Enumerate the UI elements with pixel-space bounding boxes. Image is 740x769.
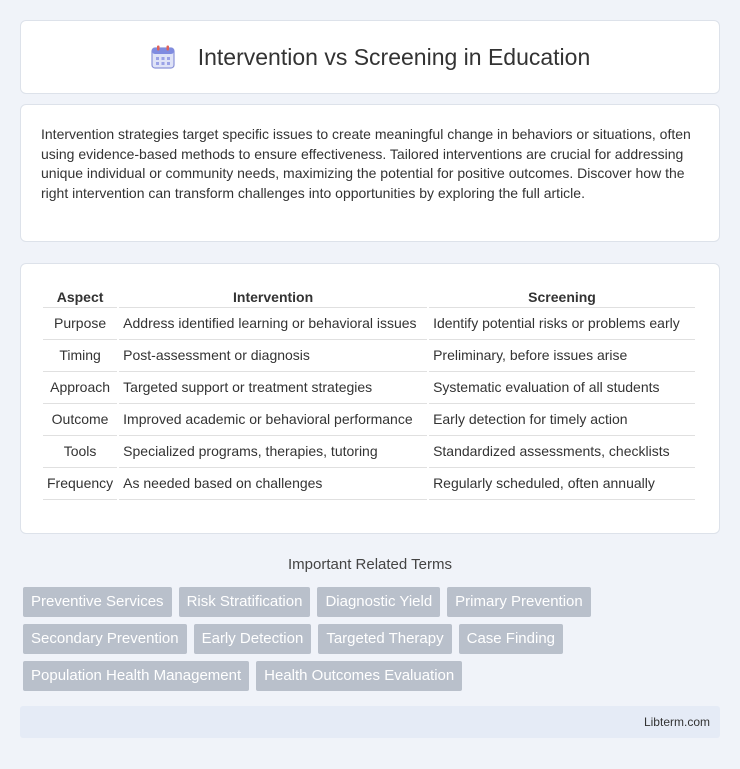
footer-brand-link[interactable]: Libterm.com <box>643 715 710 729</box>
cell-screening: Identify potential risks or problems early <box>429 308 695 340</box>
tag-preventive-services[interactable]: Preventive Services <box>23 587 172 617</box>
tag-secondary-prevention[interactable]: Secondary Prevention <box>23 624 187 654</box>
table-row <box>43 436 695 468</box>
cell-aspect: Frequency <box>43 468 117 500</box>
title-card <box>20 20 720 94</box>
cell-intervention: As needed based on challenges <box>119 468 427 500</box>
table-row <box>43 468 695 500</box>
cell-aspect: Timing <box>43 340 117 372</box>
tag-health-outcomes-evaluation[interactable]: Health Outcomes Evaluation <box>256 661 462 691</box>
cell-intervention: Targeted support or treatment strategies <box>119 372 427 404</box>
cell-screening: Early detection for timely action <box>429 404 695 436</box>
tag-early-detection[interactable]: Early Detection <box>194 624 312 654</box>
cell-screening: Regularly scheduled, often annually <box>429 468 695 500</box>
tag-targeted-therapy[interactable]: Targeted Therapy <box>318 624 451 654</box>
header-intervention: Intervention <box>119 286 427 308</box>
header-aspect: Aspect <box>43 286 117 308</box>
cell-intervention: Specialized programs, therapies, tutoring <box>119 436 427 468</box>
tag-diagnostic-yield[interactable]: Diagnostic Yield <box>317 587 440 617</box>
related-terms-list <box>23 587 723 698</box>
cell-intervention: Address identified learning or behavioral issues <box>119 308 427 340</box>
calendar-icon <box>150 44 176 70</box>
tag-risk-stratification[interactable]: Risk Stratification <box>179 587 311 617</box>
cell-screening: Standardized assessments, checklists <box>429 436 695 468</box>
intro-text: Intervention strategies target specific issues to create meaningful change in behaviors or situations, often using evidence-based methods to ensure effectiveness. Tailored interventions are crucial for addressing unique individual or community needs, maximizing the potential for positive outcomes. Discover how the right intervention can transform challenges into opportunities by exploring the full article. <box>41 126 691 201</box>
comparison-table-card <box>20 263 720 534</box>
table-row <box>43 308 695 340</box>
cell-intervention: Post-assessment or diagnosis <box>119 340 427 372</box>
table-row <box>43 372 695 404</box>
table-header-row <box>43 286 695 308</box>
cell-aspect: Approach <box>43 372 117 404</box>
header-screening: Screening <box>429 286 695 308</box>
page-title: Intervention vs Screening in Education <box>197 43 591 70</box>
cell-aspect: Purpose <box>43 308 117 340</box>
cell-screening: Systematic evaluation of all students <box>429 372 695 404</box>
table-row <box>43 404 695 436</box>
cell-screening: Preliminary, before issues arise <box>429 340 695 372</box>
intro-card <box>20 104 720 242</box>
table-row <box>43 340 695 372</box>
cell-aspect: Outcome <box>43 404 117 436</box>
comparison-table <box>41 286 697 500</box>
cell-aspect: Tools <box>43 436 117 468</box>
tag-primary-prevention[interactable]: Primary Prevention <box>447 587 591 617</box>
tag-population-health-management[interactable]: Population Health Management <box>23 661 249 691</box>
related-terms-title: Important Related Terms <box>288 556 452 573</box>
cell-intervention: Improved academic or behavioral performance <box>119 404 427 436</box>
tag-case-finding[interactable]: Case Finding <box>459 624 563 654</box>
footer <box>20 706 720 738</box>
